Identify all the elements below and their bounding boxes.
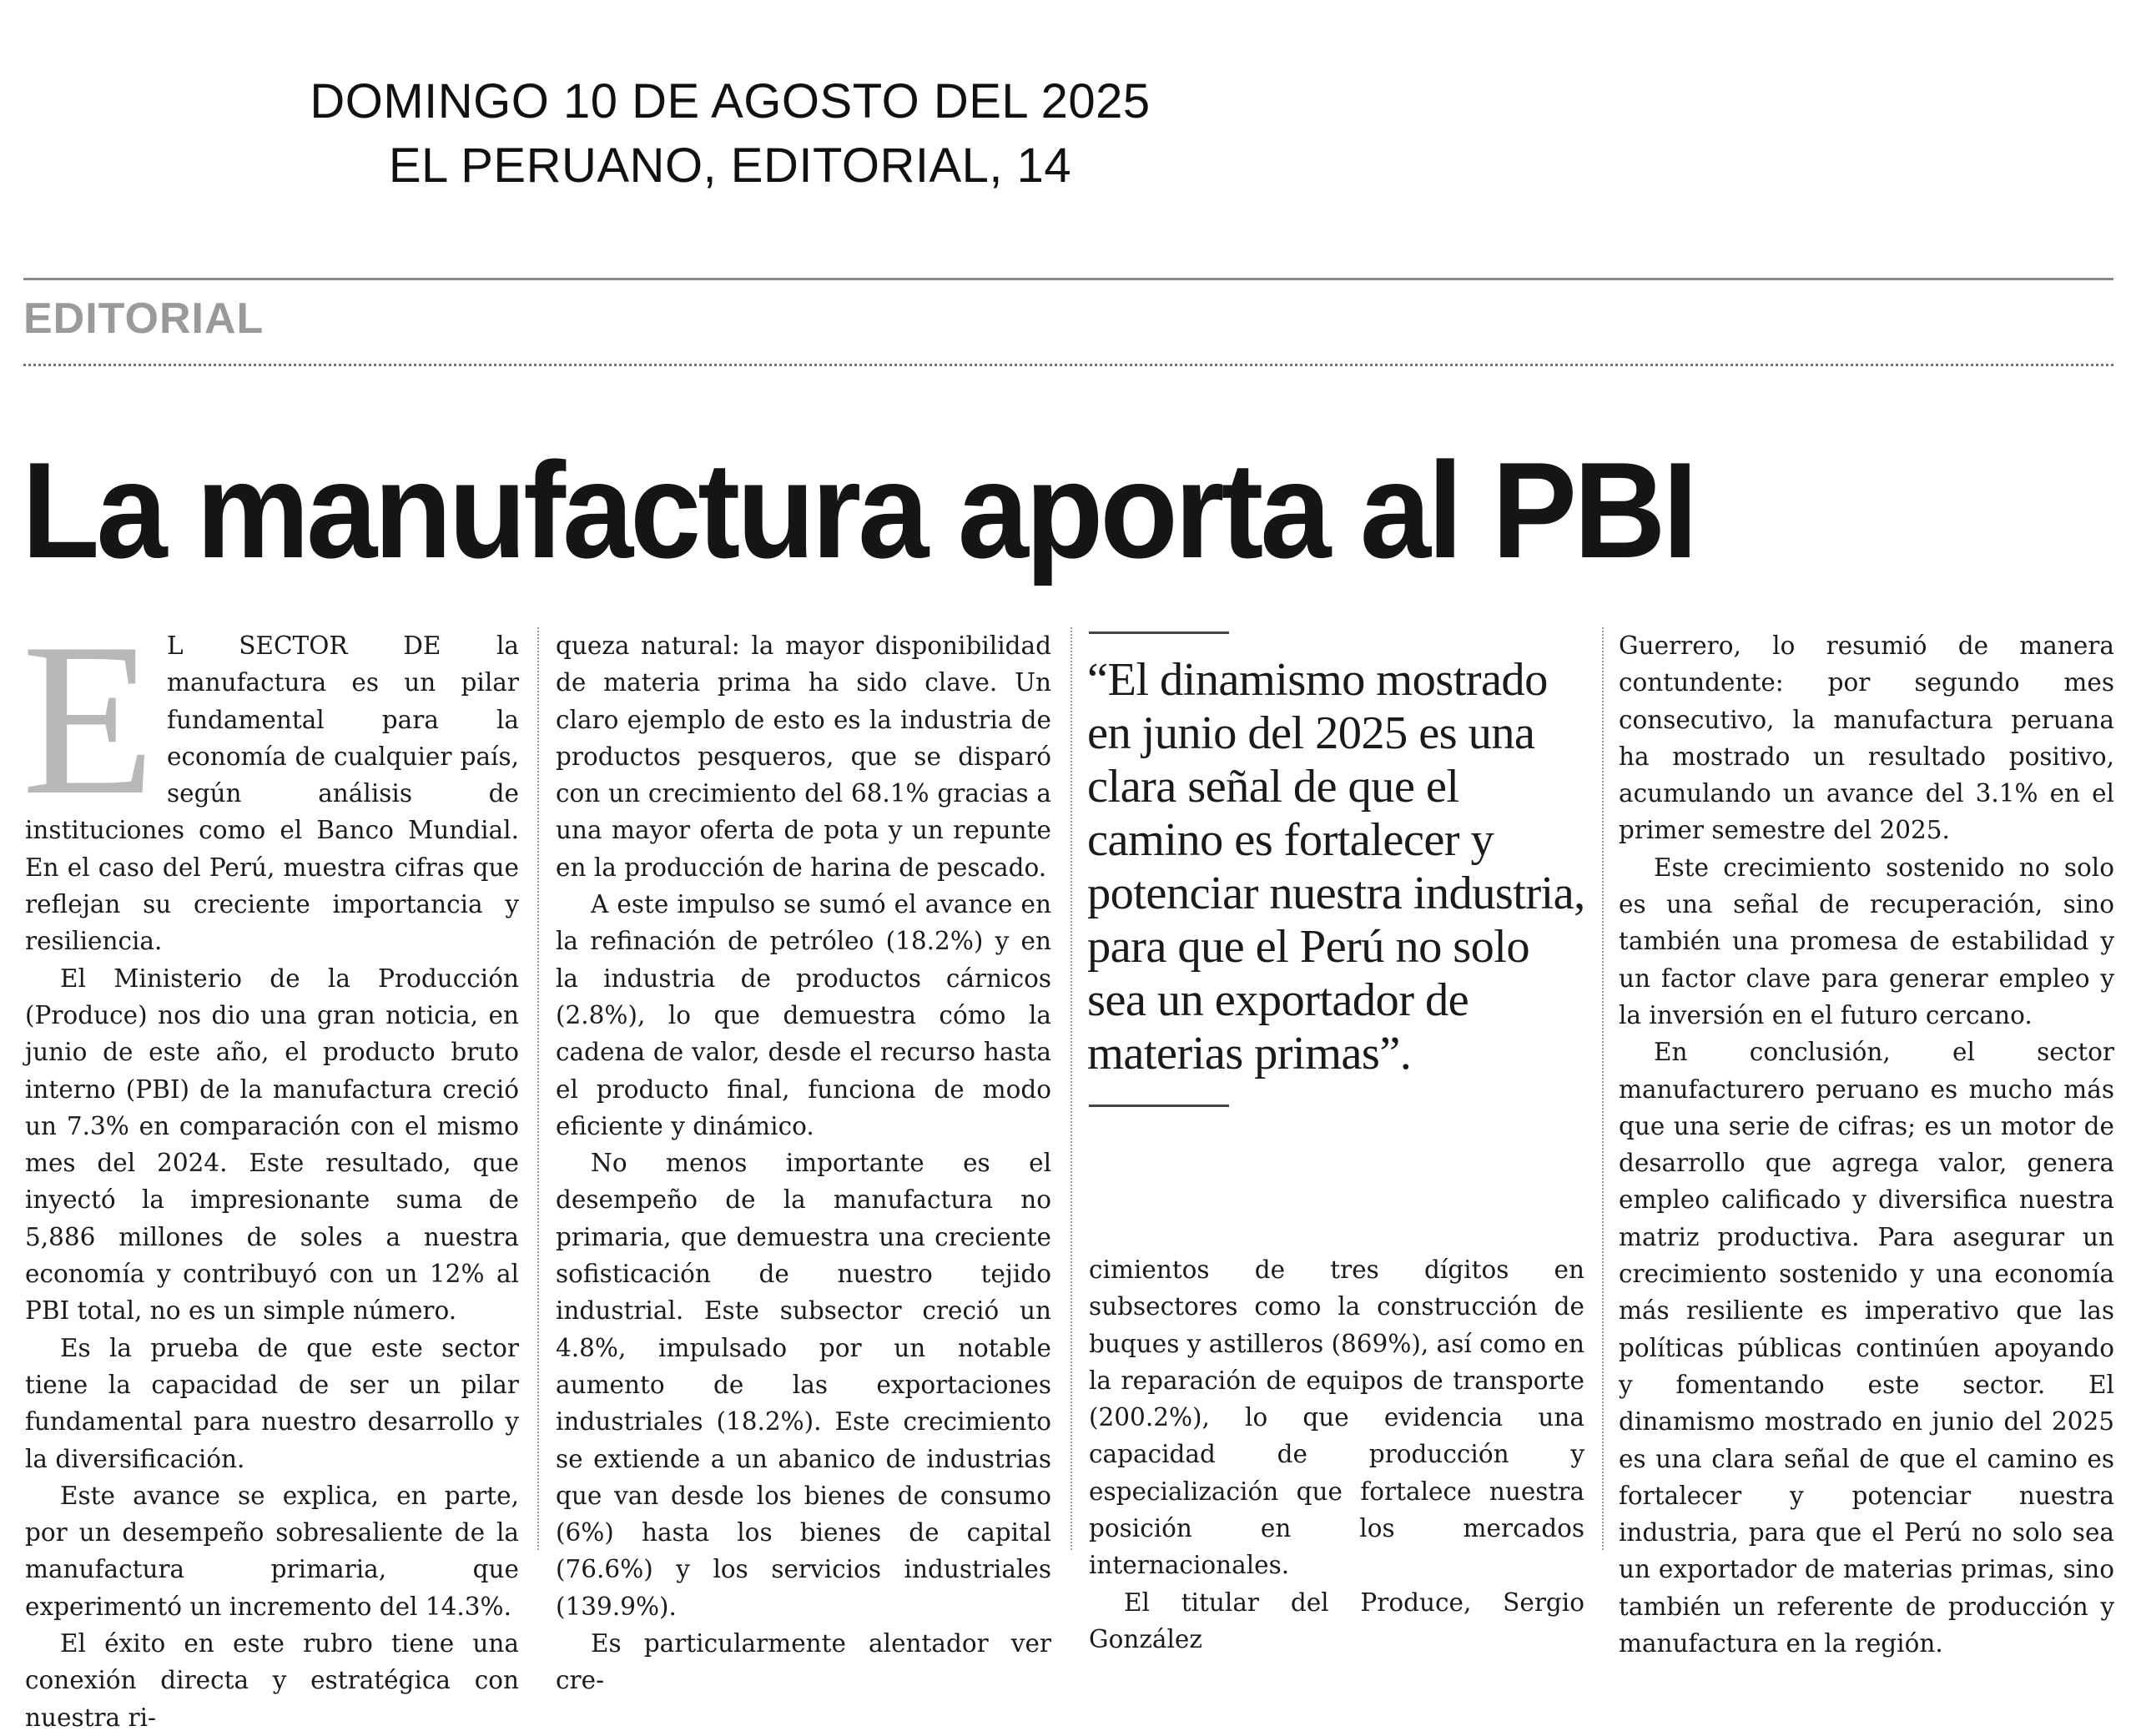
column-divider	[1602, 627, 1604, 1550]
paragraph: A este impulso se sumó el avance en la refinación de petróleo (18.2%) y en la industria de productos cárnicos (2.8%), lo que demuestra cómo la cadena de valor, desde el recurso hasta el producto final, funciona de modo eficiente y dinámico.	[556, 890, 1051, 1140]
section-label: EDITORIAL	[23, 294, 264, 343]
header-rule	[23, 278, 2113, 280]
column-divider	[537, 627, 539, 1550]
headline: La manufactura aporta al PBI	[22, 434, 1695, 587]
pullquote: “El dinamismo mostrado en junio del 2025 es una clara señal de que el camino es fortalecer y potenciar nuestra industria, para que el Perú no solo sea un exportador de materias primas”.	[1087, 654, 1585, 1079]
article-column-3	[1089, 1251, 1584, 1658]
paragraph: Este avance se explica, en parte, por un desempeño sobresaliente de la manufactura primaria, que experimentó un incremento del 14.3%.	[25, 1481, 519, 1621]
paragraph: El éxito en este rubro tiene una conexión directa y estratégica con nuestra ri-	[25, 1629, 519, 1732]
paragraph: Es particularmente alentador ver cre-	[556, 1629, 1051, 1695]
article-column-2	[556, 627, 1051, 1699]
article-column-4	[1619, 627, 2114, 1662]
paragraph	[22, 598, 519, 960]
paragraph: Este crecimiento sostenido no solo es una señal de recuperación, sino también una promesa de estabilidad y un factor clave para generar empleo y la inversión en el futuro cercano.	[1619, 853, 2114, 1029]
paragraph: queza natural: la mayor disponibilidad de materia prima ha sido clave. Un claro ejemplo de esto es la industria de productos pesqueros, que se disparó con un crecimiento del 68.1% gracias a una mayor oferta de pota y un repunte en la producción de harina de pescado.	[556, 632, 1051, 882]
dateline-publication: EL PERUANO, EDITORIAL, 14	[388, 138, 1072, 193]
paragraph: En conclusión, el sector manufacturero peruano es mucho más que una serie de cifras; es un motor de desarrollo que agrega valor, genera empleo calificado y diversifica nuestra matriz productiva. Para asegurar un crecimiento sostenido y una economía más resiliente es imperativo que las políticas públicas continúen apoyando y fomentando este sector. El dinamismo mostrado en junio del 2025 es una clara señal de que el camino es fortalecer y potenciar nuestra industria, para que el Perú no solo sea un exportador de materias primas, sino también un referente de producción y manufactura en la región.	[1619, 1038, 2114, 1658]
paragraph: No menos importante es el desempeño de la manufactura no primaria, que demuestra una creciente sofisticación de nuestro tejido industrial. Este subsector creció un 4.8%, impulsado por un notable aumento de las exportaciones industriales (18.2%). Este crecimiento se extiende a un abanico de industrias que van desde los bienes de consumo (6%) hasta los bienes de capital (76.6%) y los servicios industriales (139.9%).	[556, 1149, 1051, 1621]
pullquote-bottom-rule	[1089, 1104, 1229, 1107]
paragraph: El Ministerio de la Producción (Produce) nos dio una gran noticia, en junio de este año, el producto bruto interno (PBI) de la manufactura creció un 7.3% en comparación con el mismo mes del 2024. Este resultado, que inyectó la impresionante suma de 5,886 millones de soles a nuestra economía y contribuyó con un 12% al PBI total, no es un simple número.	[25, 964, 519, 1326]
section-dotted-rule	[23, 364, 2113, 366]
column-divider	[1071, 627, 1072, 1550]
paragraph: El titular del Produce, Sergio González	[1089, 1588, 1584, 1653]
drop-cap: E	[22, 598, 156, 840]
paragraph: Guerrero, lo resumió de manera contundente: por segundo mes consecutivo, la manufactura peruana ha mostrado un resultado positivo, acumulando un avance del 3.1% en el primer semestre del 2025.	[1619, 632, 2114, 845]
paragraph: Es la prueba de que este sector tiene la capacidad de ser un pilar fundamental para nuestro desarrollo y la diversificación.	[25, 1333, 519, 1473]
paragraph: cimientos de tres dígitos en subsectores como la construcción de buques y astilleros (869%), así como en la reparación de equipos de transporte (200.2%), lo que evidencia una capacidad de producción y especialización que fortalece nuestra posición en los mercados internacionales.	[1089, 1255, 1585, 1580]
article-column-1	[22, 598, 519, 1736]
dateline-date: DOMINGO 10 DE AGOSTO DEL 2025	[310, 74, 1151, 128]
paragraph-text: L SECTOR DE la manufactura es un pilar fundamental para la economía de cualquier país, según análisis de instituciones como el Banco Mundial. En el caso del Perú, muestra cifras que reflejan su creciente importancia y resiliencia.	[25, 632, 519, 956]
pullquote-top-rule	[1089, 632, 1229, 634]
